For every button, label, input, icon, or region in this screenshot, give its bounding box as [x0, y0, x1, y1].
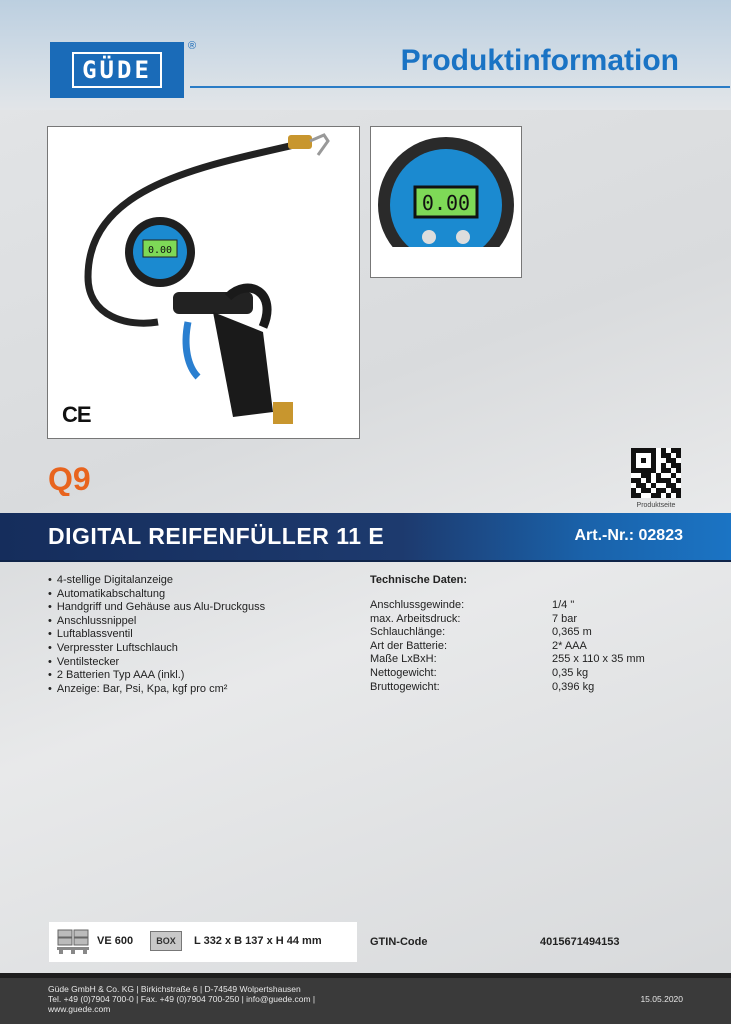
tech-key: max. Arbeitsdruck:: [370, 612, 461, 625]
article-number: Art.-Nr.: 02823: [574, 527, 683, 544]
qr-caption: Produktseite: [636, 502, 676, 509]
footer-website-link[interactable]: www.guede.com: [48, 1004, 111, 1014]
tech-value: 0,35 kg: [552, 666, 589, 679]
tech-key: Anschlussgewinde:: [370, 599, 465, 611]
tech-value: 7 bar: [552, 612, 578, 625]
company-info: [48, 984, 368, 1014]
tech-value: 2* AAA: [552, 639, 587, 652]
feature-item: • Automatikabschaltung: [48, 588, 265, 602]
gtin-value: 4015671494153: [540, 936, 620, 948]
feature-item: • 4-stellige Digitalanzeige: [48, 574, 265, 588]
logo-text: GÜDE: [72, 52, 162, 88]
tech-row: [370, 667, 645, 681]
feature-item: • Anzeige: Bar, Psi, Kpa, kgf pro cm²: [48, 683, 265, 697]
feature-list: [48, 574, 265, 696]
tech-row: [370, 681, 645, 695]
tech-key: Maße LxBxH:: [370, 653, 437, 666]
feature-item: • Anschlussnippel: [48, 615, 265, 629]
feature-item: • Handgriff und Gehäuse aus Alu-Druckguss: [48, 601, 265, 615]
product-photo-main: [47, 126, 360, 439]
tech-value: 0,396 kg: [552, 680, 595, 693]
qr-code[interactable]: [631, 448, 681, 498]
page-title: Produktinformation: [400, 44, 679, 77]
tech-value: 0,365 m: [552, 626, 592, 639]
tech-value: 255 x 110 x 35 mm: [552, 653, 645, 666]
feature-item: • Ventilstecker: [48, 656, 265, 670]
q9-logo: [48, 460, 112, 496]
tech-key: Schlauchlänge:: [370, 626, 446, 639]
document-date: 15.05.2020: [640, 994, 683, 1004]
detail-display-text: 0.00: [421, 191, 471, 215]
tech-row: [370, 613, 645, 627]
tire-inflator-illustration: [48, 127, 359, 438]
tech-row: [370, 640, 645, 654]
product-photo-detail: [370, 126, 522, 278]
tech-data-title: Technische Daten:: [370, 574, 467, 586]
tech-data-table: [370, 599, 645, 694]
box-icon: BOX: [150, 931, 182, 951]
tech-key: Art der Batterie:: [370, 639, 448, 652]
gauge-detail-illustration: [371, 127, 521, 277]
tech-row: [370, 599, 645, 613]
product-title-bar: [0, 513, 731, 562]
packaging-unit: VE 600: [97, 935, 134, 947]
svg-text:Q9: Q9: [48, 461, 91, 496]
feature-item: • Verpresster Luftschlauch: [48, 642, 265, 656]
product-title: DIGITAL REIFENFÜLLER 11 E: [48, 523, 385, 549]
gtin-label: GTIN-Code: [370, 936, 428, 948]
tech-row: [370, 626, 645, 640]
pallet-icon: [57, 929, 89, 955]
footer-shadow: [0, 973, 731, 978]
gauge-display-text: 0.00: [147, 245, 173, 256]
guede-logo: [50, 42, 184, 98]
ce-mark: CE: [62, 402, 91, 427]
header-divider: [190, 86, 730, 88]
tech-row: [370, 653, 645, 667]
tech-key: Nettogewicht:: [370, 666, 437, 679]
feature-item: • Luftablassventil: [48, 628, 265, 642]
footer: [0, 973, 731, 1024]
footer-line-2: Tel. +49 (0)7904 700-0 | Fax. +49 (0)7904 700-250 | info@guede.com |: [48, 994, 316, 1004]
tech-value: 1/4 ": [552, 599, 575, 611]
footer-line-1: Güde GmbH & Co. KG | Birkichstraße 6 | D-74549 Wolpertshausen: [48, 984, 301, 994]
feature-item: • 2 Batterien Typ AAA (inkl.): [48, 669, 265, 683]
registered-mark: ®: [188, 40, 197, 52]
box-dimensions: L 332 x B 137 x H 44 mm: [194, 935, 322, 947]
tech-key: Bruttogewicht:: [370, 680, 440, 693]
packaging-box: [49, 922, 357, 962]
